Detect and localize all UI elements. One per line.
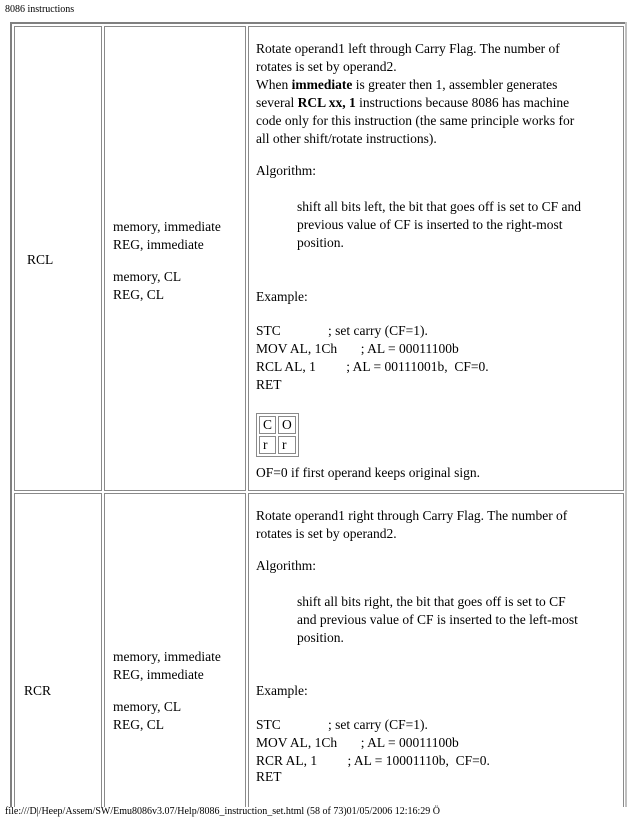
flag-o-cell: O (278, 416, 296, 434)
table-border-left (10, 22, 12, 807)
rcr-operand: REG, immediate (113, 667, 204, 682)
rcr-operand: REG, CL (113, 717, 165, 732)
rcr-algorithm-line: position. (297, 630, 344, 645)
rcr-name-cell (14, 493, 102, 807)
flags-header-row (259, 416, 296, 434)
rcl-algorithm-line: shift all bits left, the bit that goes off is set to CF and (297, 199, 581, 214)
rcl-xx-bold: RCL xx, 1 (297, 95, 356, 110)
immediate-bold: immediate (291, 77, 353, 92)
flag-c-cell: C (259, 416, 276, 434)
several-suffix: instructions because 8086 has machine (355, 95, 570, 110)
rcr-code-line: RCR AL, 1 ; AL = 10001110b, CF=0. (256, 753, 490, 768)
rcl-example-label: Example: (256, 289, 308, 304)
page-header: 8086 instructions (5, 4, 75, 15)
rcr-operand: memory, immediate (113, 649, 221, 664)
rcl-description-line (256, 76, 557, 94)
rcl-description-line: rotates is set by operand2. (256, 59, 397, 74)
rcr-algorithm-line: and previous value of CF is inserted to the left-most (297, 612, 578, 627)
rcr-operand: memory, CL (113, 699, 182, 714)
rcl-description-line: code only for this instruction (the same principle works for (256, 113, 575, 128)
rcl-flags-table (256, 413, 299, 457)
rcl-code-line: RCL AL, 1 ; AL = 00111001b, CF=0. (256, 359, 489, 374)
rcr-description-line: rotates is set by operand2. (256, 526, 397, 541)
rcl-code-line: MOV AL, 1Ch ; AL = 00011100b (256, 341, 459, 356)
rcr-example-label: Example: (256, 683, 308, 698)
flag-c-value: r (259, 436, 276, 454)
rcl-algorithm-line: position. (297, 235, 344, 250)
page-footer: file:///D|/Heep/Assem/SW/Emu8086v3.07/Help/8086_instruction_set.html (58 of 73)01/05/2006 12:16:29 Ö (5, 806, 441, 817)
rcr-code-line: RET (256, 769, 282, 784)
rcl-algorithm-label: Algorithm: (256, 163, 316, 178)
when-suffix: is greater then 1, assembler generates (352, 77, 558, 92)
rcl-description-line: all other shift/rotate instructions). (256, 131, 437, 146)
rcl-operand: memory, immediate (113, 219, 221, 234)
rcl-operand: memory, CL (113, 269, 182, 284)
rcl-description-line: Rotate operand1 left through Carry Flag. The number of (256, 41, 560, 56)
rcr-description-line: Rotate operand1 right through Carry Flag. The number of (256, 508, 568, 523)
rcr-code-line: STC ; set carry (CF=1). (256, 717, 428, 732)
flags-value-row (259, 436, 296, 454)
rcl-operand: REG, CL (113, 287, 165, 302)
rcl-operand: REG, immediate (113, 237, 204, 252)
flag-o-value: r (278, 436, 296, 454)
rcl-algorithm-line: previous value of CF is inserted to the right-most (297, 217, 563, 232)
rcl-description-line (256, 94, 569, 112)
rcl-code-line: STC ; set carry (CF=1). (256, 323, 428, 338)
several-prefix: several (256, 95, 298, 110)
rcl-code-line: RET (256, 377, 282, 392)
rcl-operands-cell (104, 26, 246, 491)
rcl-instruction-name: RCL (27, 252, 54, 267)
table-border-right (625, 22, 627, 807)
rcr-code-line: MOV AL, 1Ch ; AL = 00011100b (256, 735, 459, 750)
when-prefix: When (256, 77, 292, 92)
rcl-note: OF=0 if first operand keeps original sign. (256, 465, 480, 480)
table-border-top (10, 22, 626, 24)
rcr-algorithm-label: Algorithm: (256, 558, 316, 573)
rcr-instruction-name: RCR (24, 683, 52, 698)
rcr-algorithm-line: shift all bits right, the bit that goes off is set to CF (297, 594, 566, 609)
